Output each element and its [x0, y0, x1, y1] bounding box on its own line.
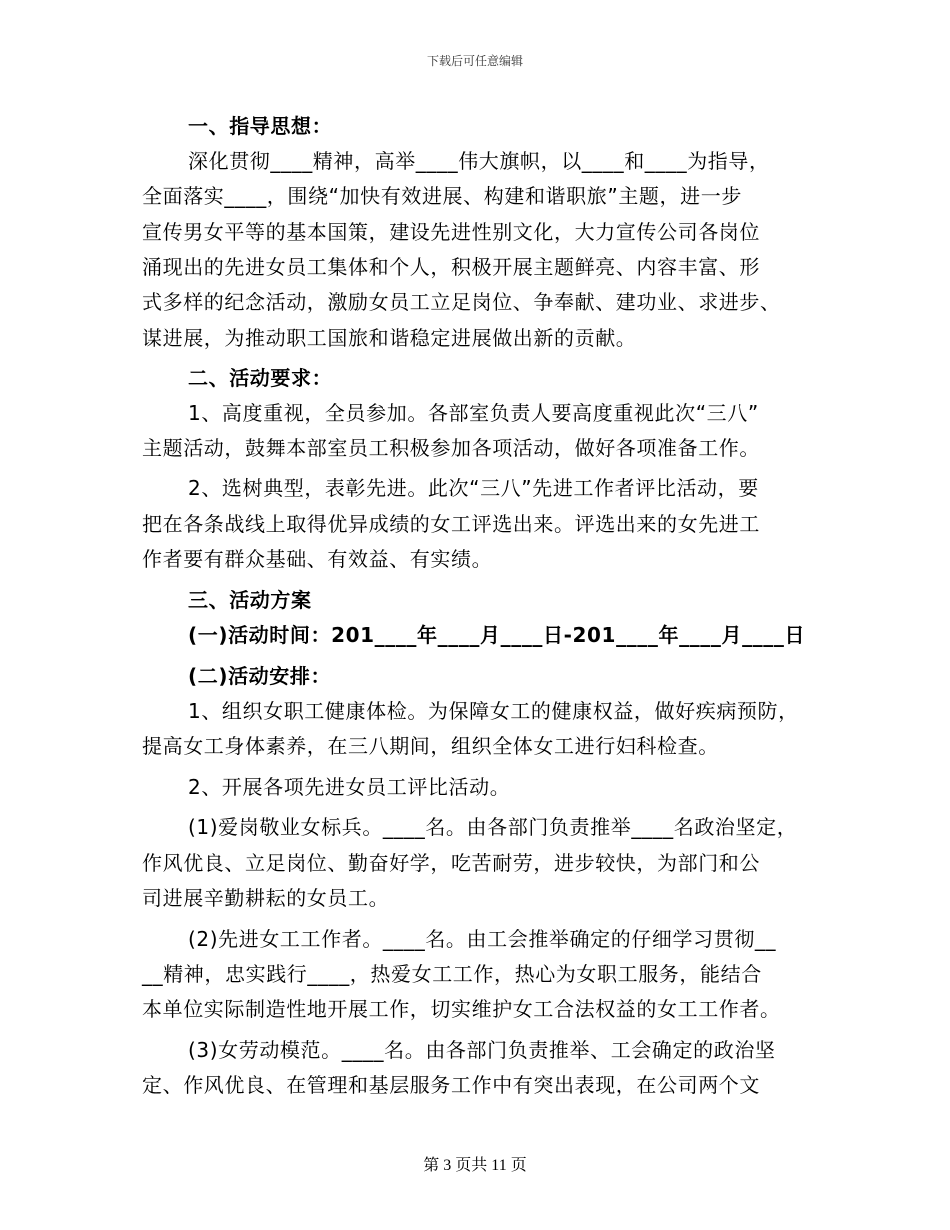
paragraph-line: 深化贯彻____精神，高举____伟大旗帜，以____和____为指导， — [188, 149, 770, 173]
paragraph-line: 本单位实际制造性地开展工作，切实维护女工合法权益的女工工作者。 — [142, 997, 781, 1021]
page-header: 下载后可任意编辑 — [426, 54, 523, 68]
paragraph-line: 提高女工身体素养，在三八期间，组织全体女工进行妇科检查。 — [142, 734, 719, 758]
paragraph-line: 1、组织女职工健康体检。为保障女工的健康权益，做好疾病预防， — [188, 699, 799, 723]
paragraph-line: 主题活动，鼓舞本部室员工积极参加各项活动，做好各项准备工作。 — [142, 436, 760, 460]
section-heading: 二、活动要求： — [188, 366, 333, 390]
paragraph-line: 谋进展，为推动职工国旅和谐稳定进展做出新的贡献。 — [142, 326, 637, 350]
section-heading: (一)活动时间：201____年____月____日-201____年____月____日 — [188, 623, 806, 647]
paragraph-line: 作者要有群众基础、有效益、有实绩。 — [142, 547, 493, 571]
paragraph-line: 宣传男女平等的基本国策，建设先进性别文化，大力宣传公司各岗位 — [142, 220, 760, 244]
section-heading: 一、指导思想： — [188, 114, 333, 138]
paragraph-line: 作风优良、立足岗位、勤奋好学，吃苦耐劳，进步较快，为部门和公 — [142, 851, 760, 875]
paragraph-line: (3)女劳动模范。____名。由各部门负责推举、工会确定的政治坚 — [188, 1038, 776, 1062]
paragraph-line: 式多样的纪念活动，激励女员工立足岗位、争奉献、建功业、求进步、 — [142, 290, 781, 314]
paragraph-line: (2)先进女工工作者。____名。由工会推举确定的仔细学习贯彻__ — [188, 927, 777, 951]
paragraph-line: (1)爱岗敬业女标兵。____名。由各部门负责推举____名政治坚定， — [188, 815, 798, 839]
paragraph-line: 定、作风优良、在管理和基层服务工作中有突出表现，在公司两个文 — [142, 1073, 760, 1097]
paragraph-line: 司进展辛勤耕耘的女员工。 — [142, 886, 390, 910]
paragraph-line: 1、高度重视，全员参加。各部室负责人要高度重视此次“三八” — [188, 401, 759, 425]
page-footer: 第 3 页共 11 页 — [423, 1157, 527, 1174]
paragraph-line: 2、开展各项先进女员工评比活动。 — [188, 775, 511, 799]
paragraph-line: 全面落实____，围绕“加快有效进展、构建和谐职旅”主题，进一步 — [142, 184, 742, 208]
paragraph-line: __精神，忠实践行____，热爱女工工作，热心为女职工服务，能结合 — [142, 962, 762, 986]
paragraph-line: 把在各条战线上取得优异成绩的女工评选出来。评选出来的女先进工 — [142, 512, 760, 536]
section-heading: (二)活动安排： — [188, 664, 332, 688]
section-heading: 三、活动方案 — [188, 588, 312, 612]
paragraph-line: 2、选树典型，表彰先进。此次“三八”先进工作者评比活动，要 — [188, 476, 759, 500]
paragraph-line: 涌现出的先进女员工集体和个人，积极开展主题鲜亮、内容丰富、形 — [142, 255, 760, 279]
